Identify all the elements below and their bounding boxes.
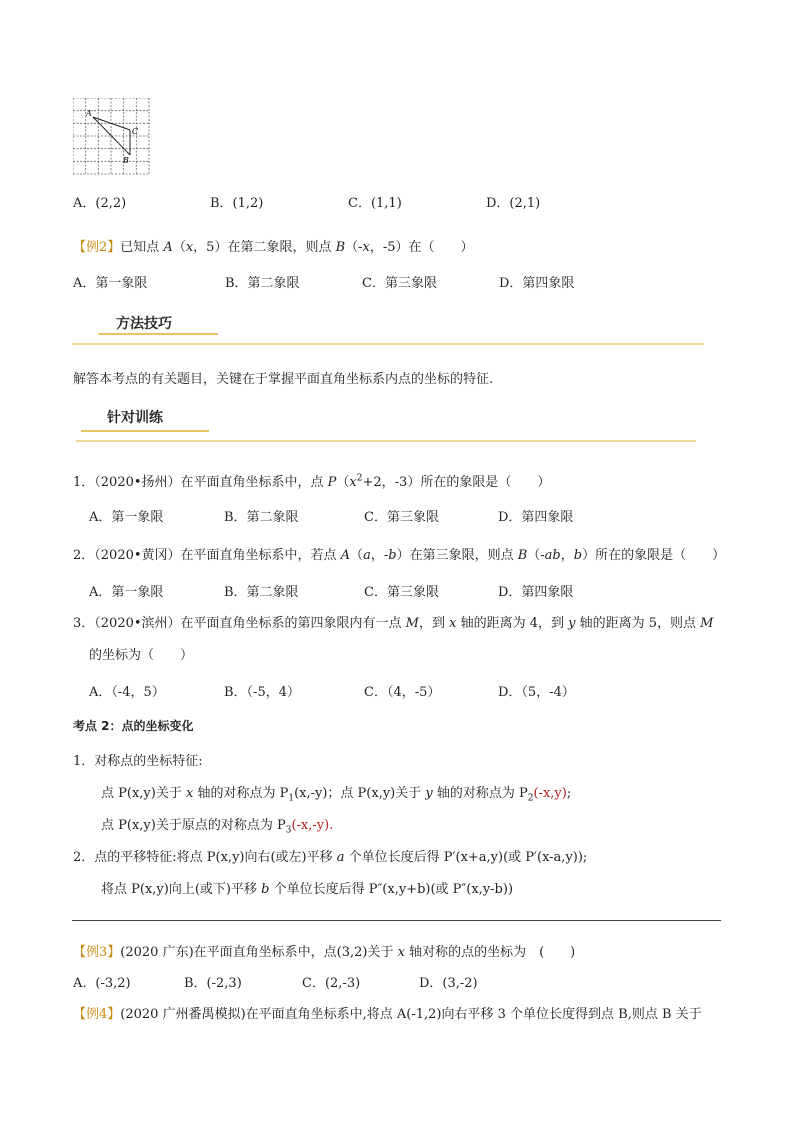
ex2-option-b: B．第二象限 (225, 276, 300, 291)
q1-text: 1．（2020•扬州）在平面直角坐标系中，点 $P(x^2+2$，-3）所在的象限是（ ） (73, 473, 551, 490)
q2-option-a: A．第一象限 (89, 585, 164, 600)
ex3-tag: 【例3】 (73, 945, 121, 960)
ex1-option-d: D．(2,1) (486, 196, 541, 211)
ex2-option-a: A．第一象限 (73, 276, 148, 291)
q1-option-a: A．第一象限 (89, 510, 164, 525)
training-rule (76, 440, 696, 442)
ex2-option-c: C．第三象限 (362, 276, 437, 291)
ex4-question: 【例4】(2020 广州番禺模拟)在平面直角坐标系中,将点 A(-1,2)向右平移 3 个单位长度得到点 B,则点 B 关于 (73, 1007, 702, 1022)
method-text: 解答本考点的有关题目，关键在于掌握平面直角坐标系内点的坐标的特征. (73, 372, 494, 387)
point2-s1-title: 1．对称点的坐标特征: (73, 754, 203, 769)
q2-text: 2．（2020•黄冈）在平面直角坐标系中，若点 A（a，-b）在第三象限，则点 B（-ab，b）所在的象限是（ ） (73, 548, 726, 563)
q3-text-line2: 的坐标为（ ） (89, 648, 194, 663)
q3-text-line1: 3．（2020•滨州）在平面直角坐标系的第四象限内有一点 M，到 x 轴的距离为 4，到 y 轴的距离为 5，则点 M (73, 616, 714, 631)
point2-s2-line1: 2．点的平移特征:将点 P(x,y)向右(或左)平移 a 个单位长度后得 P′(x+a,y)(或 P′(x-a,y)); (73, 850, 588, 865)
ex1-option-c: C．(1,1) (348, 196, 402, 211)
grid-figure (73, 98, 151, 176)
point2-s1-line1: 点 P(x,y)关于 x 轴的对称点为 $P_1(x,-y)$；点 P(x,y)关于 y 轴的对称点为 $P_2(-x,y)$; (101, 786, 572, 804)
q3-option-b: B．（-5，4） (224, 685, 300, 700)
ex2-option-d: D．第四象限 (499, 276, 575, 291)
figure-label-c: C (132, 127, 139, 136)
point2-title: 考点 2：点的坐标变化 (73, 719, 194, 733)
training-title: 针对训练 (107, 410, 163, 426)
q1-option-c: C．第三象限 (364, 510, 439, 525)
ex4-tag: 【例4】 (73, 1007, 121, 1022)
ex3-option-b: B．(-2,3) (184, 976, 242, 991)
q2-option-c: C．第三象限 (364, 585, 439, 600)
method-rule (72, 343, 704, 345)
ex1-option-a: A．(2,2) (73, 196, 127, 211)
section-divider (72, 920, 721, 921)
q2-option-d: D．第四象限 (498, 585, 574, 600)
q3-option-a: A．（-4，5） (89, 685, 165, 700)
q2-option-b: B．第二象限 (224, 585, 299, 600)
ex3-option-a: A．(-3,2) (73, 976, 131, 991)
ex3-option-d: D．(3,-2) (419, 976, 478, 991)
method-title: 方法技巧 (116, 316, 172, 332)
ex2-question: 【例2】已知点 A（x，5）在第二象限，则点 B（-x，-5）在（ ） (73, 240, 474, 255)
point2-s2-line2: 将点 P(x,y)向上(或下)平移 b 个单位长度后得 P″(x,y+b)(或 P″(x,y-b)) (101, 882, 514, 897)
ex1-option-b: B．(1,2) (210, 196, 264, 211)
point2-s1-line2: 点 P(x,y)关于原点的对称点为 $P_3(-x,-y)$. (101, 818, 334, 836)
ex2-tag: 【例2】 (73, 240, 121, 255)
q1-option-b: B．第二象限 (224, 510, 299, 525)
figure-label-b: B (123, 156, 129, 165)
method-title-underline (98, 333, 218, 335)
ex3-question: 【例3】(2020 广东)在平面直角坐标系中，点(3,2)关于 x 轴对称的点的坐标为 ( ) (73, 945, 576, 960)
q1-option-d: D．第四象限 (498, 510, 574, 525)
figure-label-a: A (86, 109, 92, 118)
training-title-underline (81, 430, 209, 432)
q3-option-d: D．（5，-4） (498, 685, 575, 700)
ex3-option-c: C．(2,-3) (302, 976, 361, 991)
q3-option-c: C．（4，-5） (364, 685, 441, 700)
